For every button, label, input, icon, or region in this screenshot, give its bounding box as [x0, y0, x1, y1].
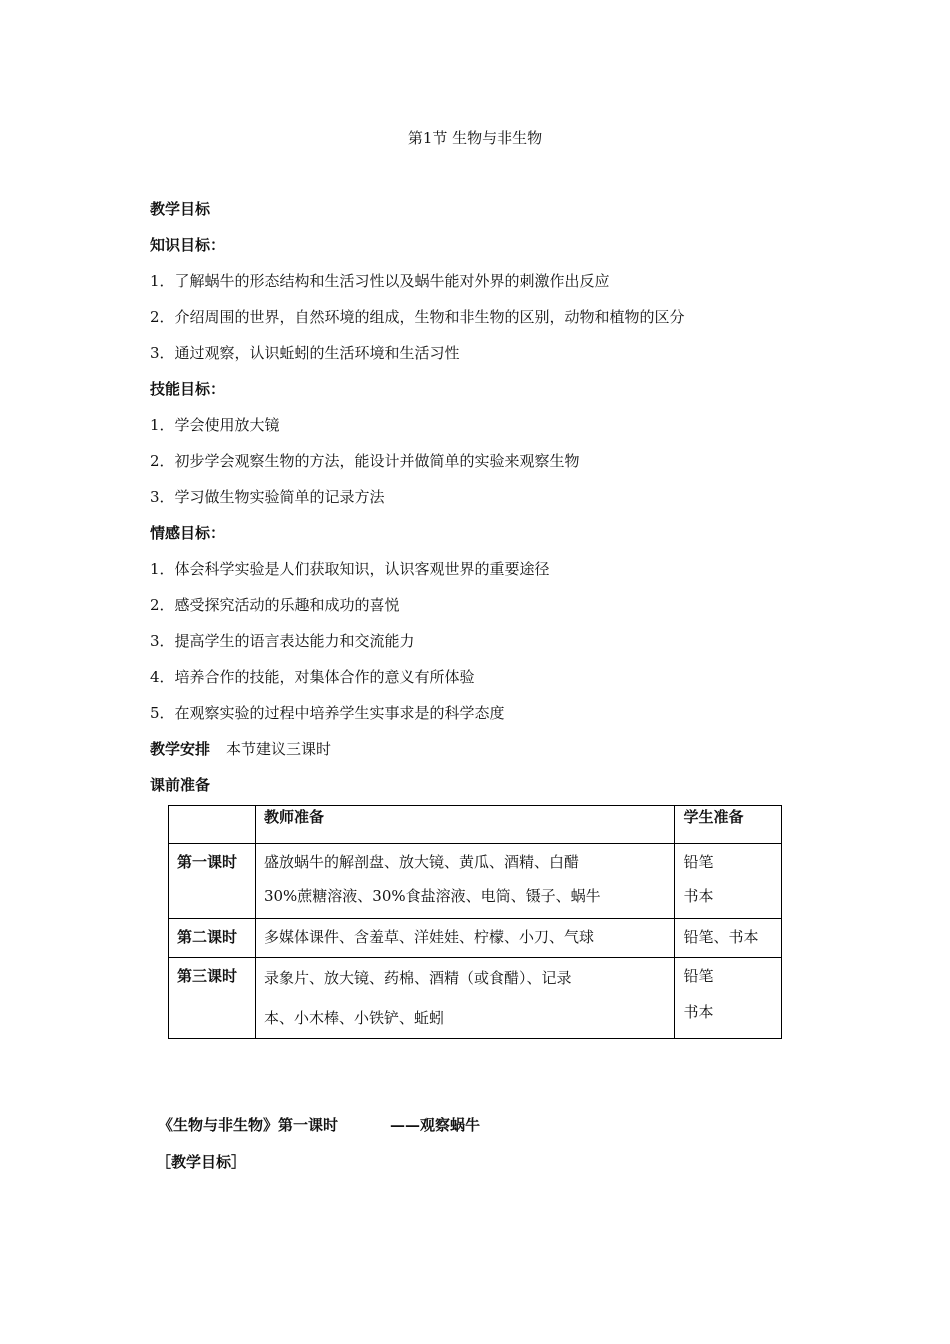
student-cell: 铅笔 书本: [675, 844, 782, 919]
skill-item: 2．初步学会观察生物的方法，能设计并做简单的实验来观察生物: [150, 452, 580, 470]
teacher-cell: 盛放蜗牛的解剖盘、放大镜、黄瓜、酒精、白醋 30%蔗糖溶液、30%食盐溶液、电筒、镊子、蜗牛: [255, 844, 675, 919]
emotion-item: 3．提高学生的语言表达能力和交流能力: [150, 632, 415, 650]
skill-item: 3．学习做生物实验简单的记录方法: [150, 488, 385, 506]
skill-goals-heading: 技能目标：: [150, 380, 226, 398]
emotion-item: 2．感受探究活动的乐趣和成功的喜悦: [150, 596, 400, 614]
knowledge-item: 1．了解蜗牛的形态结构和生活习性以及蜗牛能对外界的刺激作出反应: [150, 272, 610, 290]
teacher-cell: 多媒体课件、含羞草、洋娃娃、柠檬、小刀、气球: [255, 919, 675, 958]
schedule-line: [150, 739, 331, 759]
table-row: [169, 919, 782, 958]
emotion-item: 4．培养合作的技能，对集体合作的意义有所体验: [150, 668, 475, 686]
prep-heading: 课前准备: [150, 776, 211, 794]
emotion-item: 1．体会科学实验是人们获取知识，认识客观世界的重要途径: [150, 560, 550, 578]
table-row: [169, 958, 782, 1039]
page-title: 第1节 生物与非生物: [407, 129, 543, 147]
knowledge-item: 2．介绍周围的世界，自然环境的组成，生物和非生物的区别，动物和植物的区分: [150, 308, 685, 326]
schedule-text: 本节建议三课时: [226, 740, 332, 758]
period-cell: 第一课时: [169, 844, 256, 919]
schedule-label: 教学安排: [150, 740, 211, 758]
prep-table: [168, 805, 782, 1039]
emotion-goals-heading: 情感目标：: [150, 524, 226, 542]
lesson-title: 《生物与非生物》第一课时: [158, 1116, 339, 1134]
teaching-goals-heading: 教学目标: [150, 200, 211, 218]
knowledge-item: 3．通过观察，认识蚯蚓的生活环境和生活习性: [150, 344, 460, 362]
period-cell: 第二课时: [169, 919, 256, 958]
emotion-item: 5．在观察实验的过程中培养学生实事求是的科学态度: [150, 704, 505, 722]
lesson-subtitle: ——观察蜗牛: [390, 1116, 481, 1134]
student-cell: 铅笔、书本: [675, 919, 782, 958]
teacher-cell: 录象片、放大镜、药棉、酒精（或食醋）、记录 本、小木棒、小铁铲、蚯蚓: [255, 958, 675, 1039]
lesson-goals-heading: ［教学目标］: [156, 1153, 247, 1171]
table-header-cell: 教师准备: [255, 806, 675, 844]
skill-item: 1．学会使用放大镜: [150, 416, 280, 434]
knowledge-goals-heading: 知识目标：: [150, 236, 226, 254]
period-cell: 第三课时: [169, 958, 256, 1039]
student-cell: 铅笔 书本: [675, 958, 782, 1039]
table-header-cell: [169, 806, 256, 844]
table-row: [169, 844, 782, 919]
table-header-cell: 学生准备: [675, 806, 782, 844]
table-header-row: [169, 806, 782, 844]
lesson-title-line: [158, 1115, 480, 1135]
